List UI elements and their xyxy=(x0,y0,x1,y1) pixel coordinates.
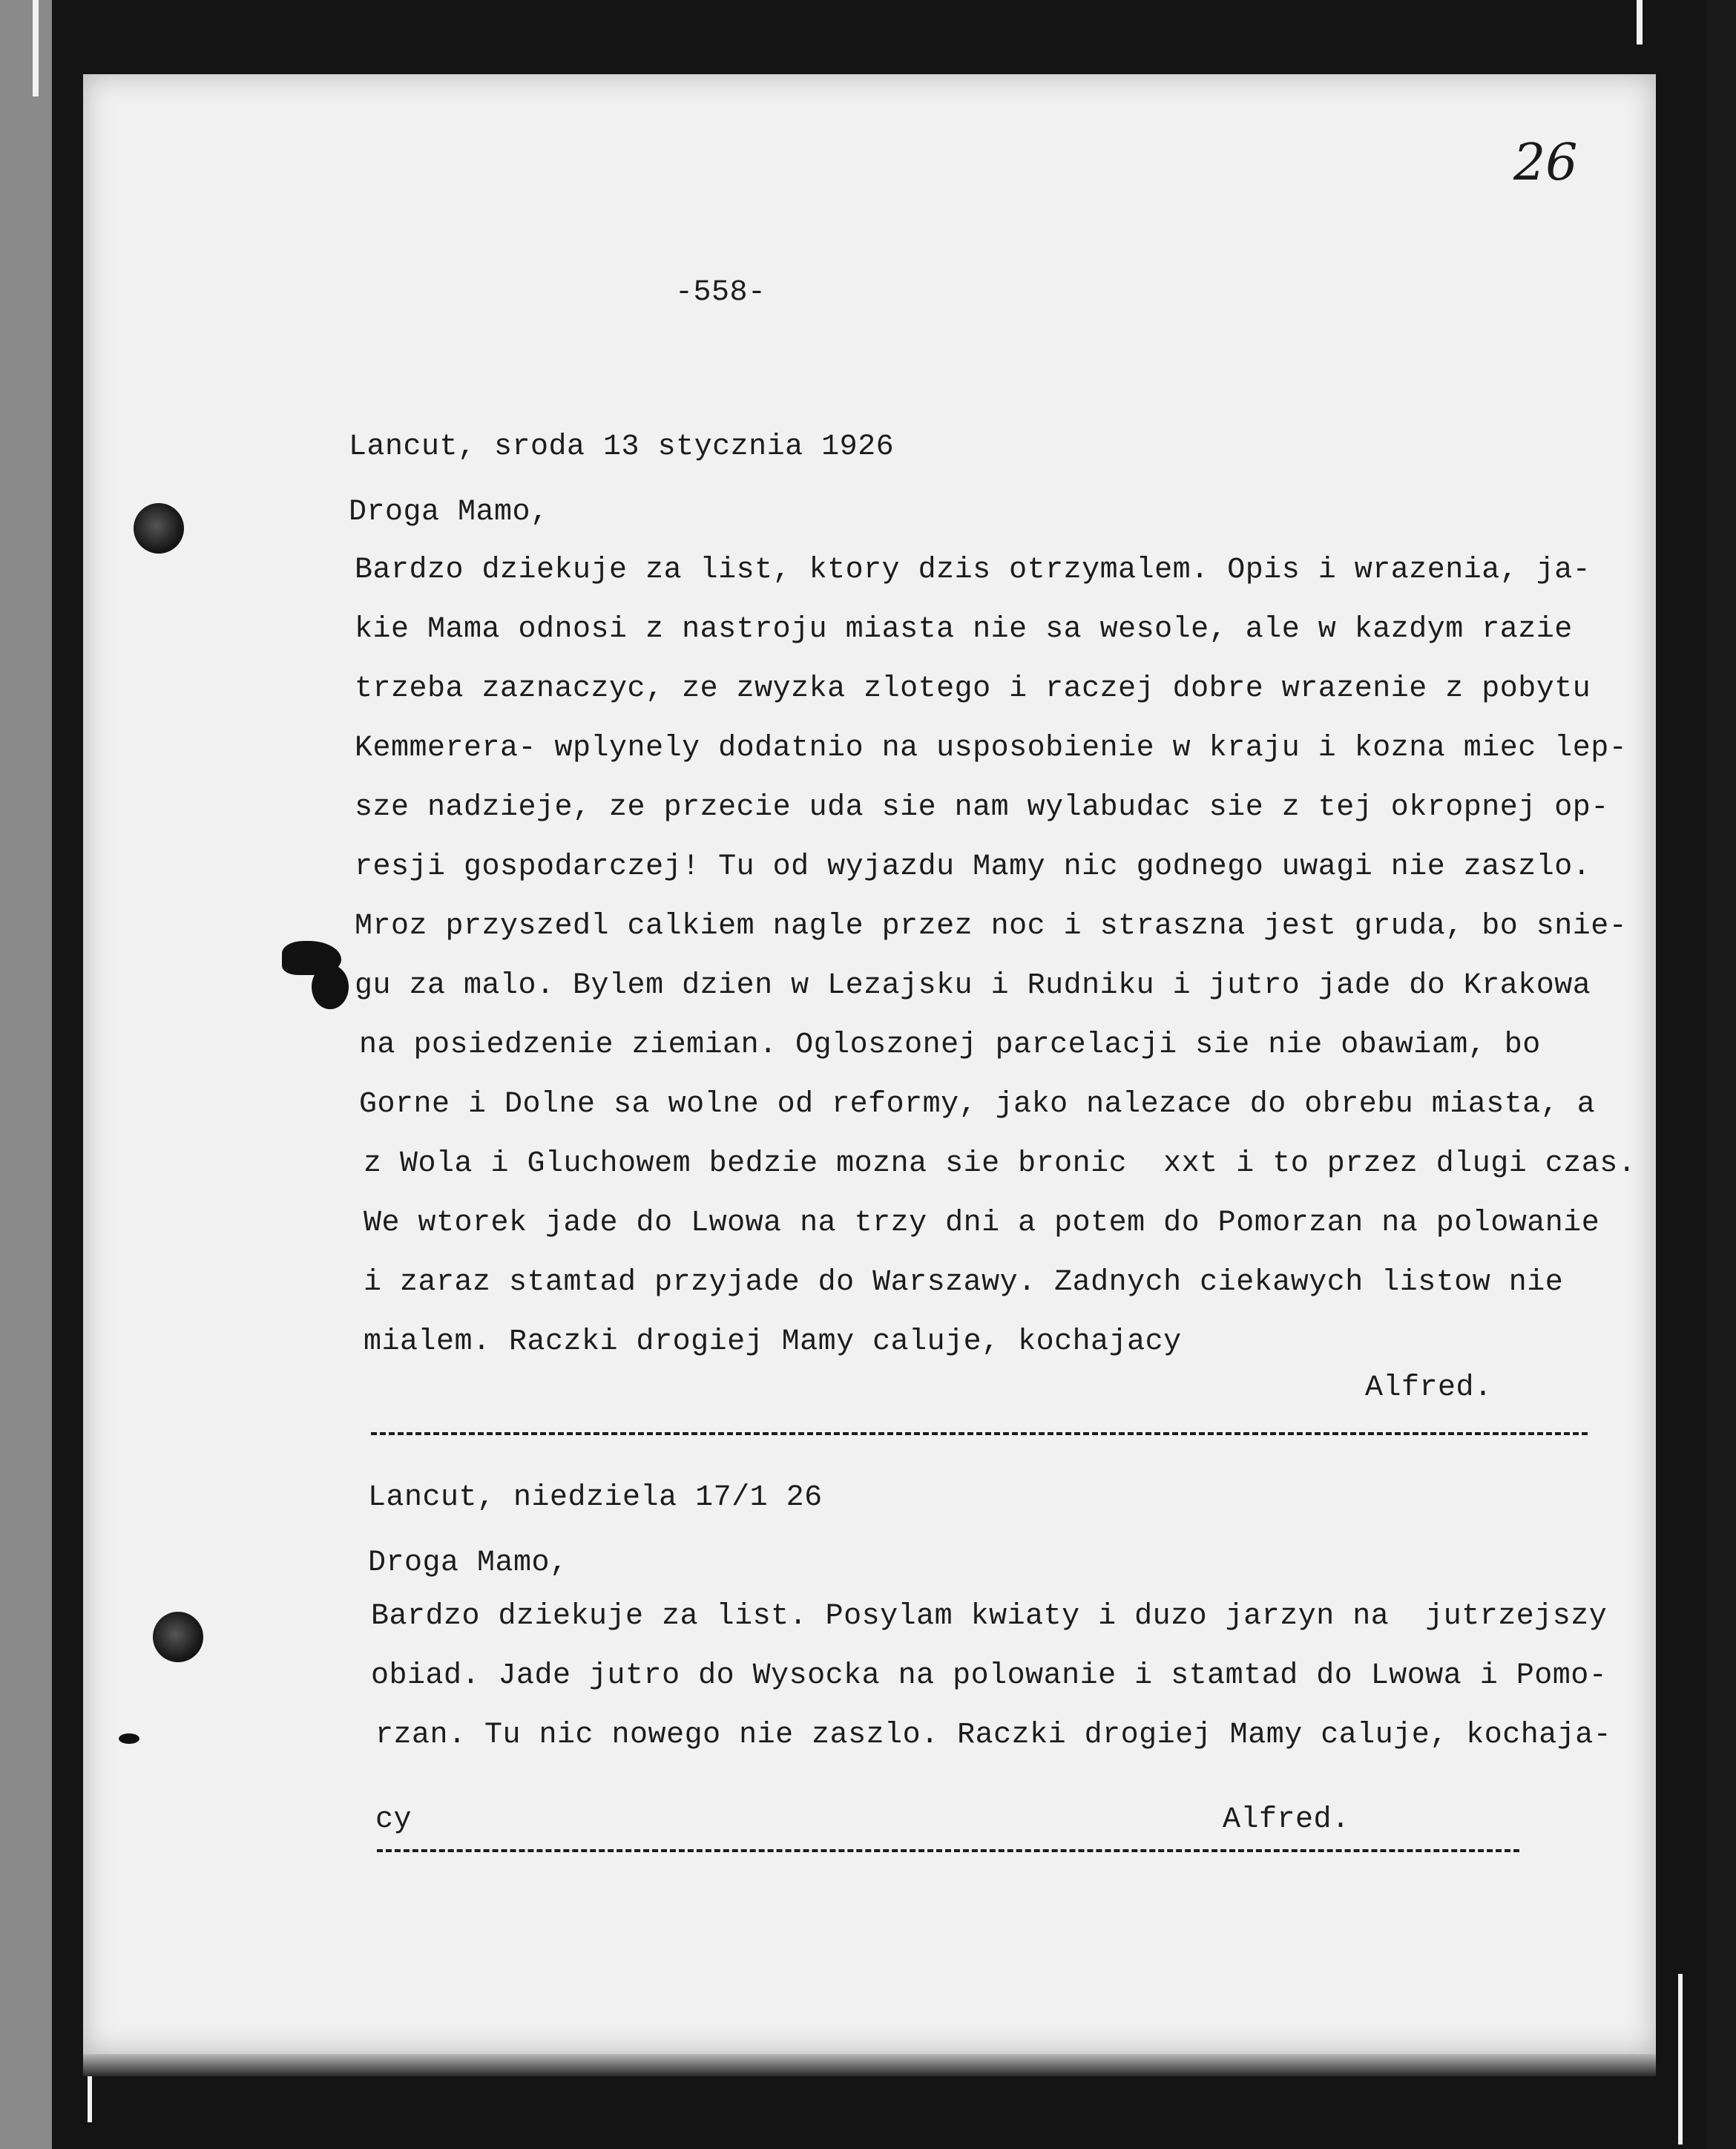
letter2-line: obiad. Jade jutro do Wysocka na polowanie i stamtad do Lwowa i Pomo- xyxy=(371,1659,1608,1693)
typewritten-page xyxy=(83,74,1656,2054)
punch-hole xyxy=(153,1612,203,1662)
film-edge-mark xyxy=(1637,0,1643,45)
film-edge-mark xyxy=(33,0,39,96)
page-shadow xyxy=(83,2054,1656,2076)
letter2-salutation: Droga Mamo, xyxy=(368,1546,568,1580)
letter2-line: Bardzo dziekuje za list. Posylam kwiaty i duzo jarzyn na jutrzejszy xyxy=(371,1600,1608,1633)
film-edge-right xyxy=(1706,0,1736,2149)
letter1-line: trzeba zaznaczyc, ze zwyzka zlotego i raczej dobre wrazenie z pobytu xyxy=(355,672,1591,706)
letter1-line: Mroz przyszedl calkiem nagle przez noc i straszna jest gruda, bo snie- xyxy=(355,910,1628,943)
typed-page-number: -558- xyxy=(675,276,766,309)
letter-separator xyxy=(371,1432,1588,1435)
letter1-line: na posiedzenie ziemian. Ogloszonej parcelacji sie nie obawiam, bo xyxy=(359,1028,1541,1062)
handwritten-page-number: 26 xyxy=(1513,134,1578,192)
letter1-heading: Lancut, sroda 13 stycznia 1926 xyxy=(349,430,895,464)
letter1-line: z Wola i Gluchowem bedzie mozna sie bronic xxt i to przez dlugi czas. xyxy=(364,1147,1637,1181)
film-edge-mark xyxy=(1678,1974,1683,2145)
letter1-line: i zaraz stamtad przyjade do Warszawy. Zadnych ciekawych listow nie xyxy=(364,1266,1564,1299)
film-edge-left xyxy=(0,0,52,2149)
letter2-line: rzan. Tu nic nowego nie zaszlo. Raczki drogiej Mamy caluje, kochaja- xyxy=(375,1719,1612,1752)
letter1-line: Gorne i Dolne sa wolne od reformy, jako nalezace do obrebu miasta, a xyxy=(359,1088,1596,1121)
letter-separator xyxy=(377,1849,1519,1852)
ink-mark xyxy=(119,1733,139,1744)
letter1-line: Kemmerera- wplynely dodatnio na usposobienie w kraju i kozna miec lep- xyxy=(355,732,1628,765)
letter1-salutation: Droga Mamo, xyxy=(349,496,549,529)
punch-hole xyxy=(134,503,184,554)
letter1-line: sze nadzieje, ze przecie uda sie nam wylabudac sie z tej okropnej op- xyxy=(355,791,1609,824)
letter1-line: mialem. Raczki drogiej Mamy caluje, kochajacy xyxy=(364,1325,1182,1359)
ink-blot xyxy=(312,965,349,1009)
letter1-line: Bardzo dziekuje za list, ktory dzis otrzymalem. Opis i wrazenia, ja- xyxy=(355,554,1591,587)
letter2-signature: Alfred. xyxy=(1223,1803,1350,1837)
letter1-line: kie Mama odnosi z nastroju miasta nie sa wesole, ale w kazdym razie xyxy=(355,613,1573,646)
letter2-line: cy xyxy=(375,1803,412,1837)
letter1-line: We wtorek jade do Lwowa na trzy dni a potem do Pomorzan na polowanie xyxy=(364,1207,1600,1240)
letter2-heading: Lancut, niedziela 17/1 26 xyxy=(368,1481,823,1515)
letter1-signature: Alfred. xyxy=(1365,1371,1493,1405)
letter1-line: gu za malo. Bylem dzien w Lezajsku i Rudniku i jutro jade do Krakowa xyxy=(355,969,1591,1003)
letter1-line: resji gospodarczej! Tu od wyjazdu Mamy nic godnego uwagi nie zaszlo. xyxy=(355,850,1591,884)
